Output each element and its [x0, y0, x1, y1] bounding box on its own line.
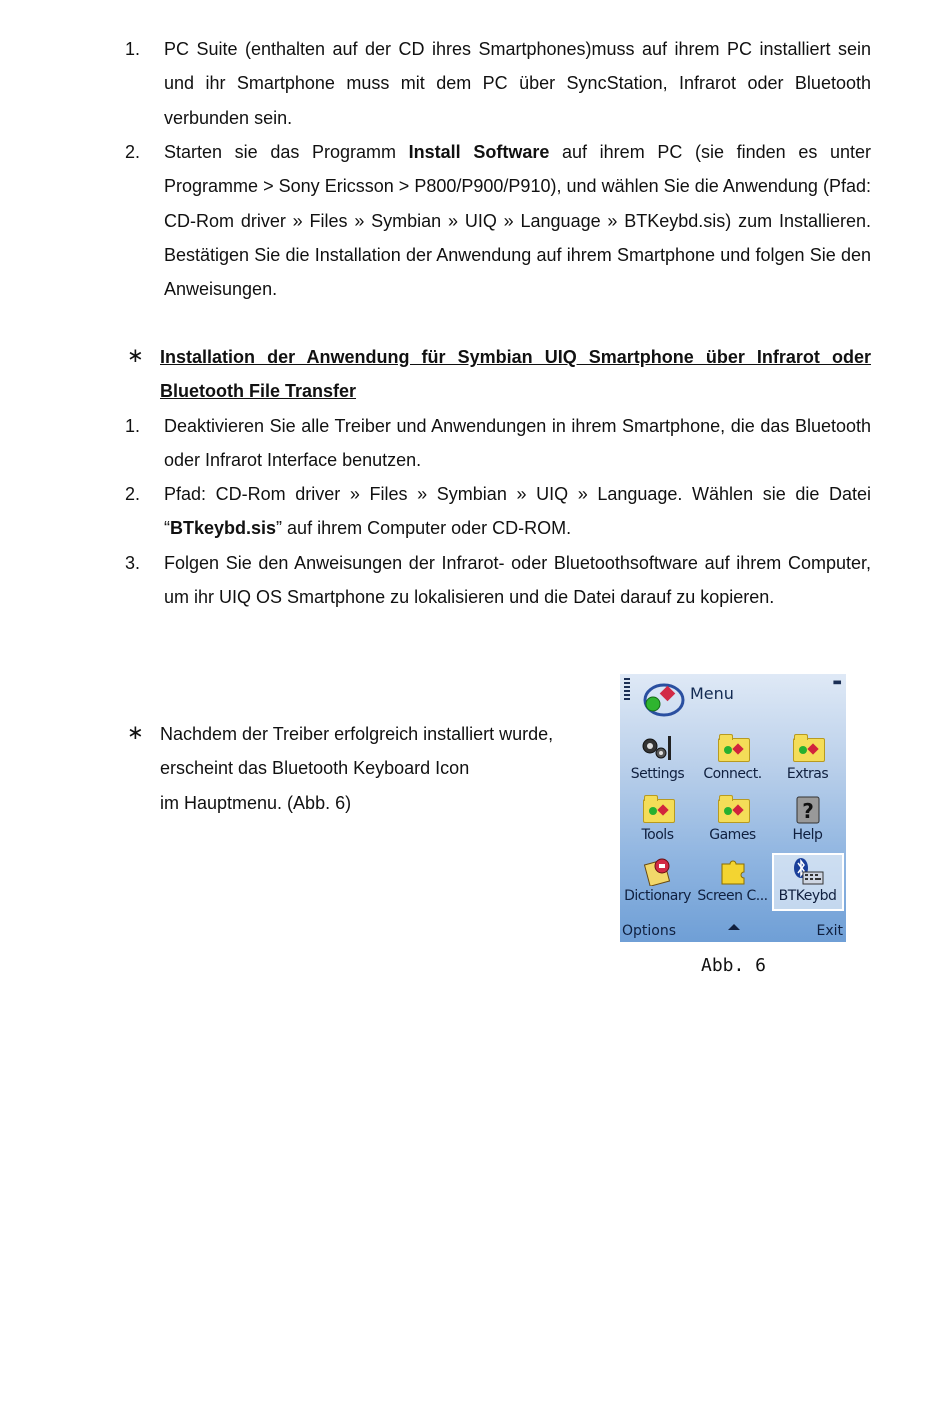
menu-item-label: Games — [709, 827, 756, 843]
bluetooth-keyboard-icon — [791, 856, 825, 886]
menu-item-label: BTKeybd — [778, 888, 837, 904]
list2-item-2 — [125, 477, 871, 546]
section-heading: Installation der Anwendung für Symbian UIQ Smartphone über Infrarot oder Bluetooth File Transfer — [160, 347, 871, 402]
list-text: Folgen Sie den Anweisungen der Infrarot- oder Bluetoothsoftware auf ihrem Computer, um ihr UIQ OS Smartphone zu lokalisieren und die Datei darauf zu kopieren. — [164, 553, 871, 608]
list-text: Deaktivieren Sie alle Treiber und Anwendungen in ihrem Smartphone, die das Bluetooth oder Infrarot Interface benutzen. — [164, 416, 871, 471]
list-text: PC Suite (enthalten auf der CD ihres Smartphones)muss auf ihrem PC installiert sein und ihr Smartphone muss mit dem PC über SyncStation, Infrarot oder Bluetooth verbunden sein. — [164, 39, 871, 128]
scroll-up-arrow-icon[interactable] — [728, 924, 740, 930]
menu-title: Menu — [690, 684, 734, 703]
options-softkey[interactable]: Options — [622, 923, 677, 939]
list-text — [164, 135, 871, 306]
list1-item-2 — [125, 135, 871, 306]
menu-item-label: Connect. — [703, 766, 762, 782]
install-note — [160, 717, 600, 820]
text-part: Starten sie das Programm — [164, 142, 409, 162]
settings-icon — [641, 734, 675, 764]
menu-item-help[interactable] — [770, 795, 845, 843]
menu-item-connect[interactable] — [695, 734, 770, 782]
list2-item-3 — [125, 546, 871, 615]
svg-text:?: ? — [801, 799, 814, 823]
folder-icon — [791, 734, 825, 764]
menu-item-tools[interactable] — [620, 795, 695, 843]
list-text — [164, 477, 871, 546]
menu-item-label: Dictionary — [624, 888, 691, 904]
text-part: auf ihrem PC (sie finden es unter Programme > Sony Ericsson > P800/P900/P910), und wählen Sie die Anwendung (Pfad: CD-Rom driver » Files » Symbian » UIQ » Language » BTKeybd.sis) zum Installieren. Bestätigen Sie die Installation der Anwendung auf ihrem Smartphone und folgen Sie den Anweisungen. — [164, 142, 871, 300]
folder-icon — [716, 795, 750, 825]
file-name: BTkeybd.sis — [170, 518, 277, 539]
asterisk-icon: ∗ — [127, 722, 144, 744]
note-line: Nachdem der Treiber erfolgreich installiert wurde, — [160, 724, 554, 744]
help-icon — [791, 795, 825, 825]
menu-item-screen-calibration[interactable] — [695, 856, 770, 904]
menu-item-label: Tools — [641, 827, 674, 843]
list-number: 1. — [125, 39, 141, 59]
menu-logo-icon — [642, 680, 686, 718]
folder-icon — [641, 795, 675, 825]
exit-softkey[interactable]: Exit — [816, 923, 843, 939]
menu-item-btkeybd[interactable] — [770, 856, 845, 904]
signal-strength-icon — [624, 678, 630, 718]
figure-caption: Abb. 6 — [701, 955, 767, 976]
list-number: 2. — [125, 484, 141, 504]
menu-item-settings[interactable] — [620, 734, 695, 782]
folder-icon — [716, 734, 750, 764]
dictionary-icon — [641, 856, 675, 886]
list1-item-1 — [125, 32, 871, 135]
menu-item-label: Screen C... — [697, 888, 768, 904]
menu-item-extras[interactable] — [770, 734, 845, 782]
program-name: Install Software — [408, 142, 550, 162]
phone-screenshot — [620, 674, 846, 942]
menu-item-label: Extras — [786, 766, 829, 782]
puzzle-icon — [716, 856, 750, 886]
list2-item-1 — [125, 409, 871, 478]
text-part: ” auf ihrem Computer oder CD-ROM. — [276, 518, 572, 539]
menu-item-dictionary[interactable] — [620, 856, 695, 904]
asterisk-icon: ∗ — [127, 345, 144, 367]
menu-item-label: Settings — [630, 766, 685, 782]
note-line: erscheint das Bluetooth Keyboard Icon — [160, 758, 470, 779]
battery-icon: ▬ — [832, 677, 842, 688]
list-number: 1. — [125, 416, 141, 436]
menu-item-games[interactable] — [695, 795, 770, 843]
text-part: Pfad: CD-Rom driver » Files » Symbian » UIQ » Language. Wählen sie die Datei “ — [164, 484, 871, 539]
list-number: 3. — [125, 553, 141, 573]
list-number: 2. — [125, 142, 141, 162]
note-line: im Hauptmenu. (Abb. 6) — [160, 792, 352, 813]
menu-item-label: Help — [792, 827, 823, 843]
